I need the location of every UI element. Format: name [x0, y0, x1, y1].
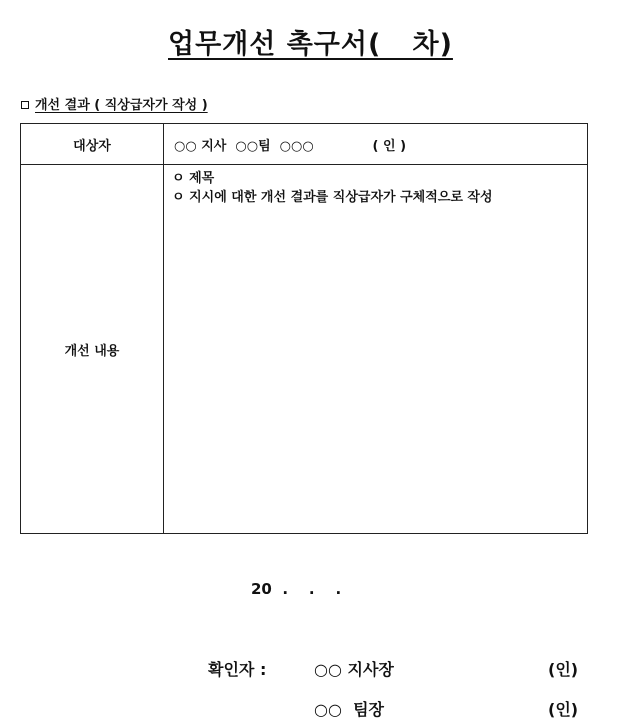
content-label-cell: 개선 내용 [21, 165, 164, 534]
content-value-cell [164, 165, 588, 534]
branch-manager-seal: (인) [548, 660, 579, 679]
table-row [21, 124, 588, 165]
target-value-cell: ○○ 지사 ○○팀 ○○○ ( 인 ) [164, 124, 588, 165]
table-row [21, 165, 588, 534]
content-line-title: ㅇ 제목 [172, 171, 215, 186]
date-line: 20 . . . [251, 580, 342, 598]
document-title: 업무개선 촉구서( 차) [168, 29, 453, 60]
checkbox-square-icon [21, 101, 29, 109]
section-heading [21, 94, 208, 113]
content-line-instruction: ㅇ 지시에 대한 개선 결과를 직상급자가 구체적으로 작성 [172, 190, 493, 205]
section-heading-text: 개선 결과 ( 직상급자가 작성 ) [35, 98, 208, 113]
improvement-form-table [20, 123, 588, 534]
team-leader: ○○ 팀장 [314, 700, 384, 719]
team-leader-seal: (인) [548, 700, 579, 719]
branch-manager: ○○ 지사장 [314, 660, 394, 679]
target-label-cell: 대상자 [21, 124, 164, 165]
confirmer-label: 확인자 : [208, 660, 267, 679]
